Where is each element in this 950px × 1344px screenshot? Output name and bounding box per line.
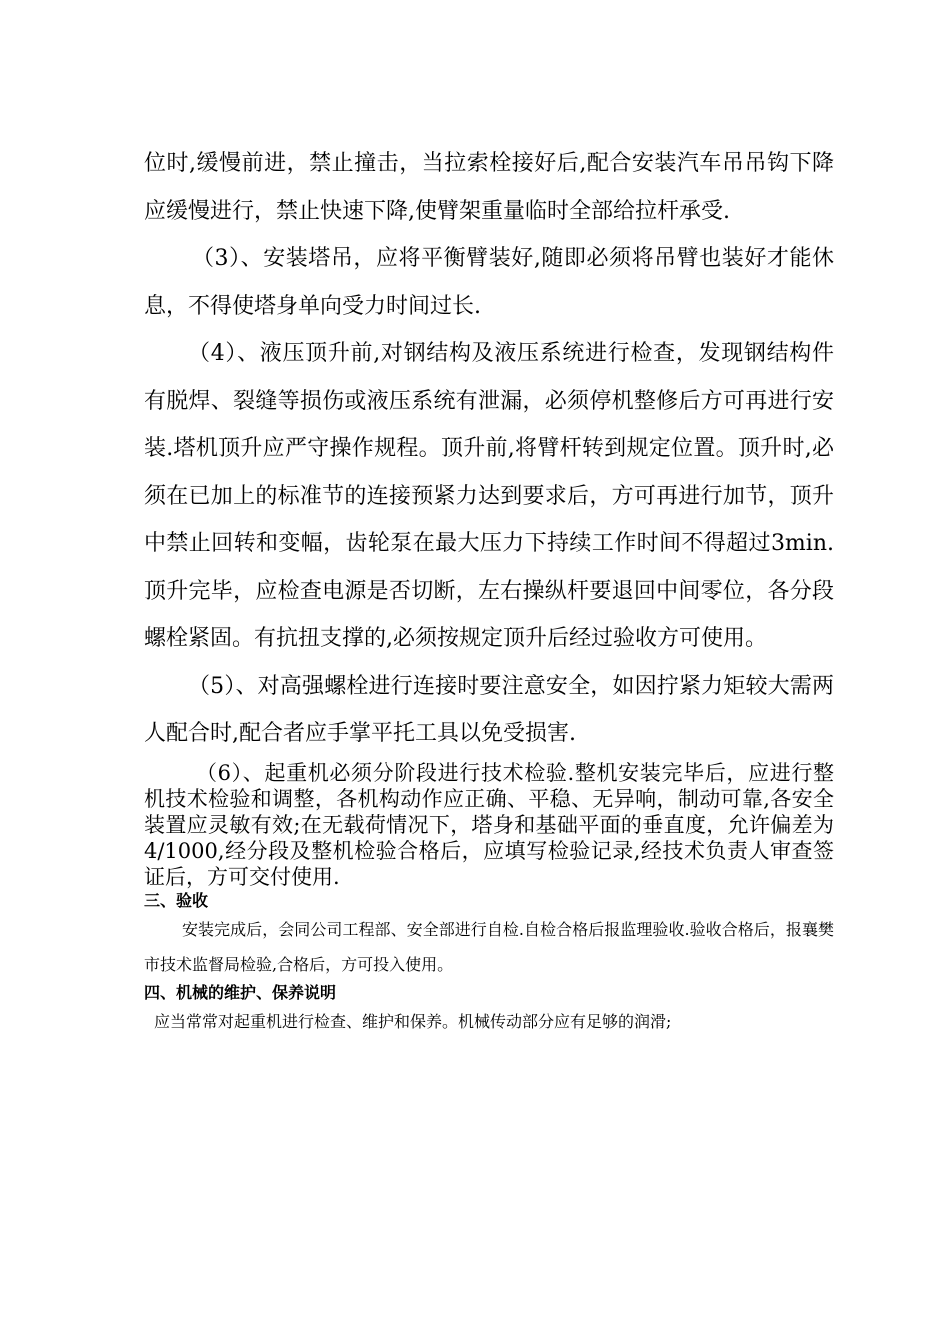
paragraph-item-6: （6）、起重机必须分阶段进行技术检验.整机安装完毕后，应进行整机技术检验和调整，各机构动作应正确、平稳、无异响，制动可靠,各安全装置应灵敏有效;在无载荷情况下，塔身和基础平面的垂直度，允许偏差为4/1000,经分段及整机检验合格后，应填写检验记录,经技术负责人审查签证后，方可交付使用. [144, 760, 834, 889]
paragraph-acceptance: 安装完成后，会同公司工程部、安全部进行自检.自检合格后报监理验收.验收合格后，报襄樊市技术监督局检验,合格后，方可投入使用。 [144, 919, 834, 974]
paragraph-item-5: （5）、对高强螺栓进行连接时要注意安全，如因拧紧力矩较大需两人配合时,配合者应手掌平托工具以免受损害. [144, 673, 834, 746]
paragraph-item-4: （4）、液压顶升前,对钢结构及液压系统进行检查，发现钢结构件有脱焊、裂缝等损伤或液压系统有泄漏，必须停机整修后方可再进行安装.塔机顶升应严守操作规程。顶升前,将臂杆转到规定位置。顶升时,必须在已加上的标准节的连接预紧力达到要求后，方可再进行加节，顶升中禁止回转和变幅，齿轮泵在最大压力下持续工作时间不得超过3min.顶升完毕，应检查电源是否切断，左右操纵杆要退回中间零位，各分段螺栓紧固。有抗扭支撑的,必须按规定顶升后经过验收方可使用。 [144, 341, 834, 651]
section-heading-acceptance: 三、验收 [144, 890, 209, 910]
section-heading-maintenance: 四、机械的维护、保养说明 [144, 982, 337, 1002]
paragraph-item-3: （3）、安装塔吊，应将平衡臂装好,随即必须将吊臂也装好才能休息，不得使塔身单向受力时间过长. [144, 246, 834, 319]
paragraph-continuation: 位时,缓慢前进，禁止撞击，当拉索栓接好后,配合安装汽车吊吊钩下降应缓慢进行，禁止快速下降,使臂架重量临时全部给拉杆承受. [144, 151, 834, 224]
paragraph-maintenance: 应当常常对起重机进行检查、维护和保养。机械传动部分应有足够的润滑; [154, 1011, 672, 1031]
document-page [144, 140, 834, 1039]
